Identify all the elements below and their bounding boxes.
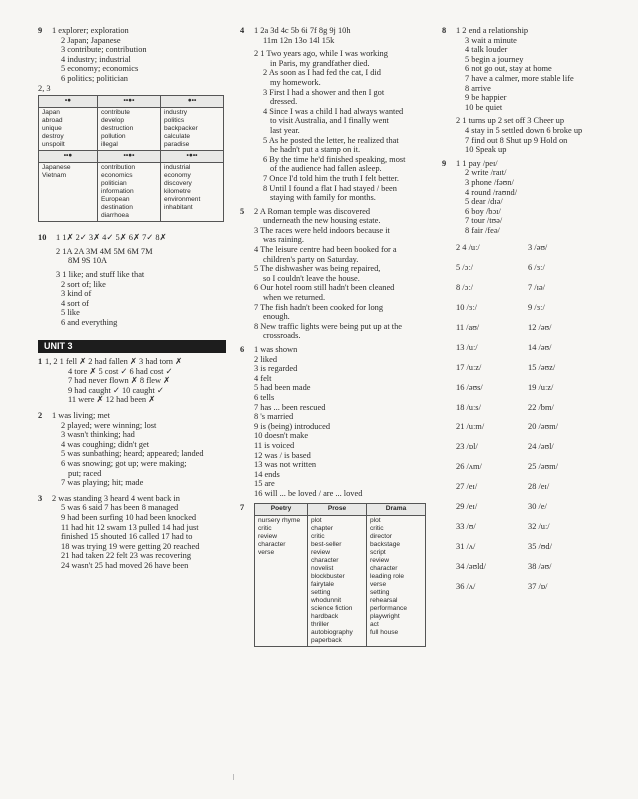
answer-line: 1 1✗ 2✓ 3✗ 4✓ 5✗ 6✗ 7✓ 8✗ <box>56 233 167 243</box>
answer-line: 4 Since I was a child I had always wanted <box>263 106 404 116</box>
answer-line: 8 Until I found a flat I had stayed / been <box>263 183 397 193</box>
word: paradise <box>164 141 190 149</box>
answer-line: 8 fair /feə/ <box>465 225 500 235</box>
answer-line: 4 was coughing; didn't get <box>61 439 150 449</box>
answer-line: 7 have a calmer, more stable life <box>465 73 574 83</box>
answer-line: 24 wasn't 25 had moved 26 have been <box>61 560 189 570</box>
answer-line: 2 1 Two years ago, while I was working <box>254 49 388 59</box>
phonetic-item: 17 /uːz/ <box>456 362 482 372</box>
table-header: ••● <box>39 151 98 163</box>
exercise-number: 3 <box>38 493 43 503</box>
answer-line: 7 had never flown ✗ 8 flew ✗ <box>68 376 171 386</box>
table-header: ••●• <box>98 151 161 163</box>
answer-line: 2 1 turns up 2 set off 3 Cheer up <box>456 116 565 126</box>
word: illegal <box>101 141 118 149</box>
phonetic-item: 10 /ɜː/ <box>456 303 477 313</box>
phonetic-item: 20 /əʊm/ <box>528 422 558 432</box>
phonetic-item: 25 /əʊm/ <box>528 462 558 472</box>
word: setting <box>370 588 390 596</box>
answer-line: 1 was living; met <box>52 411 110 421</box>
answer-line: 6 and everything <box>61 317 118 327</box>
phonetic-item: 32 /uː/ <box>528 521 550 531</box>
word: destination <box>101 204 133 212</box>
answer-line: 4 industry; industrial <box>61 54 131 64</box>
answer-line: 2 Japan; Japanese <box>61 35 121 45</box>
exercise-number: 10 <box>38 233 47 243</box>
answer-line: when we returned. <box>263 293 326 303</box>
answer-line: 4 stay in 5 settled down 6 broke up <box>465 125 583 135</box>
answer-line: to visit Australia, and I finally went <box>270 116 389 126</box>
word: critic <box>370 524 384 532</box>
answer-line: 10 Speak up <box>465 145 507 155</box>
exercise-5 <box>240 207 440 341</box>
word: economics <box>101 172 133 180</box>
answer-line: 1 2 end a relationship <box>456 26 529 35</box>
word: unique <box>42 125 62 133</box>
answer-line: 8 New traffic lights were being put up at the <box>254 321 402 331</box>
table-header: •● <box>39 96 98 108</box>
answer-line: 6 was snowing; got up; were making; <box>61 459 187 469</box>
answer-line: 8 arrive <box>465 83 491 93</box>
answer-line: my homework. <box>270 77 321 87</box>
word: best-seller <box>311 540 342 548</box>
phonetic-item: 12 /əʊ/ <box>528 323 552 333</box>
phonetic-item: 5 /ɔː/ <box>456 263 473 273</box>
exercise-number: 4 <box>240 26 245 35</box>
answer-line: 3 is regarded <box>254 364 298 374</box>
word: contribute <box>101 109 130 117</box>
answer-line: 10 be quiet <box>465 102 503 112</box>
answer-line: 1 explorer; exploration <box>52 26 129 35</box>
answer-line: 2 As soon as I had fed the cat, I did <box>263 68 381 78</box>
exercise-number: 2 <box>38 411 43 421</box>
sub-label: 2, 3 <box>38 83 51 93</box>
exercise-7 <box>240 503 440 647</box>
word: verse <box>370 580 387 588</box>
answer-line: 3 wasn't thinking; had <box>61 430 135 440</box>
exercise-9-1b <box>442 159 632 236</box>
unit3-exercise-1 <box>38 357 233 405</box>
unit3-exercise-2 <box>38 411 233 488</box>
exercise-number: 5 <box>240 206 245 216</box>
table-cell <box>161 163 224 222</box>
word: performance <box>370 604 408 612</box>
word: setting <box>311 588 331 596</box>
word: European <box>101 196 130 204</box>
phonetic-item: 29 /eɪ/ <box>456 502 478 512</box>
answer-line: 6 boy /bɔɪ/ <box>465 206 501 216</box>
phonetic-item: 8 /ɔː/ <box>456 283 473 293</box>
answer-line: underneath the new housing estate. <box>263 216 381 226</box>
answer-line: 7 was playing; hit; made <box>61 478 144 488</box>
answer-line: 2 was standing 3 heard 4 went back in <box>52 493 180 503</box>
answer-line: 6 tells <box>254 392 275 402</box>
answer-line: 3 phone /fəʊn/ <box>465 177 514 187</box>
table-header: Drama <box>367 503 426 515</box>
answer-line: 4 felt <box>254 373 272 383</box>
answer-line: 5 was sunbathing; heard; appeared; landed <box>61 449 204 459</box>
word: leading role <box>370 572 405 580</box>
exercise-number: 8 <box>442 26 447 35</box>
answer-line: 13 was not written <box>254 460 317 470</box>
phonetic-item: 26 /ʌm/ <box>456 462 482 472</box>
answer-line: 21 had taken 22 felt 23 was recovering <box>61 551 192 561</box>
answer-line: crossroads. <box>263 331 301 341</box>
pen-mark <box>233 774 234 780</box>
word: novelist <box>311 564 334 572</box>
phonetic-item: 27 /eɪ/ <box>456 482 478 492</box>
word: review <box>258 532 278 540</box>
answer-line: 2 A Roman temple was discovered <box>254 206 371 216</box>
answer-line: of the audience had fallen asleep. <box>270 164 382 174</box>
phonetic-item: 31 /ʌ/ <box>456 541 476 551</box>
answer-line: 10 doesn't make <box>254 431 309 441</box>
word: character <box>311 556 339 564</box>
word: environment <box>164 196 201 204</box>
word: discovery <box>164 180 192 188</box>
answer-line: 11 is voiced <box>254 440 295 450</box>
answer-line: 5 economy; economics <box>61 64 139 74</box>
answer-line: 14 ends <box>254 469 280 479</box>
answer-line: 6 Our hotel room still hadn't been cleaned <box>254 283 395 293</box>
phonetic-item: 36 /ʌ/ <box>456 581 476 591</box>
answer-line: 7 Once I'd told him the truth I felt better. <box>263 173 399 183</box>
answer-line: 18 was trying 19 were getting 20 reached <box>61 541 200 551</box>
exercise-4-1 <box>240 26 440 203</box>
answer-line: 3 1 like; and stuff like that <box>56 269 145 279</box>
word: thriller <box>311 620 329 628</box>
word: destroy <box>42 133 64 141</box>
answer-line: 3 First I had a shower and then I got <box>263 87 385 97</box>
exercise-number: 9 <box>442 158 447 168</box>
word: blockbuster <box>311 572 345 580</box>
word: industrial <box>164 164 191 172</box>
genre-table <box>254 503 426 647</box>
phonetic-item: 19 /uːz/ <box>528 382 554 392</box>
phonetic-item: 28 /eɪ/ <box>528 482 550 492</box>
word: character <box>370 564 398 572</box>
answer-line: 4 tore ✗ 5 cost ✓ 6 had cost ✓ <box>68 366 173 376</box>
answer-line: 5 like <box>61 308 80 318</box>
column-3 <box>442 26 632 602</box>
answer-line: finished 15 shouted 16 called 17 had to <box>61 532 193 542</box>
answer-line: 5 The dishwasher was being repaired, <box>254 264 381 274</box>
phonetic-item: 35 /ʊd/ <box>528 541 552 551</box>
answer-line: 16 will ... be loved / are ... loved <box>254 488 363 498</box>
word: destruction <box>101 125 134 133</box>
word: review <box>370 556 390 564</box>
phonetic-item: 13 /uː/ <box>456 342 478 352</box>
answer-line: 5 begin a journey <box>465 54 524 64</box>
phonetic-item: 14 /əʊ/ <box>528 342 552 352</box>
word: Japanese <box>42 164 71 172</box>
answer-line: 5 As he posted the letter, he realized that <box>263 135 399 145</box>
unit3-exercise-3 <box>38 494 233 571</box>
answer-line: in Paris, my grandfather died. <box>270 58 370 68</box>
column-2 <box>240 26 440 650</box>
phonetic-item: 30 /e/ <box>528 502 547 512</box>
answer-line: children's party on Saturday. <box>263 254 359 264</box>
word: character <box>258 540 286 548</box>
exercise-10 <box>38 233 233 327</box>
phonetic-item: 34 /əʊld/ <box>456 561 486 571</box>
word: Vietnam <box>42 172 67 180</box>
answer-line: 4 The leisure centre had been booked for a <box>254 245 397 255</box>
answer-line: 3 wait a minute <box>465 35 517 45</box>
word: backpacker <box>164 125 198 133</box>
answer-line: 9 had been surfing 10 had been knocked <box>61 513 197 522</box>
table-header: ••●• <box>98 96 161 108</box>
phonetic-item: 9 /ɜː/ <box>528 303 545 313</box>
answer-line: 8 's married <box>254 412 294 422</box>
answer-line: 1 was shown <box>254 345 298 354</box>
table-cell <box>161 108 224 151</box>
word: director <box>370 532 392 540</box>
word: Japan <box>42 109 60 117</box>
word: whodunnit <box>311 596 342 604</box>
table-cell <box>39 163 98 222</box>
phonetic-item: 37 /ɒ/ <box>528 581 548 591</box>
answer-line: put; raced <box>68 468 102 478</box>
answer-line: last year. <box>270 125 300 135</box>
phonetics-table <box>456 243 608 601</box>
table-cell <box>367 515 426 646</box>
word: inhabitant <box>164 204 193 212</box>
word: kilometre <box>164 188 191 196</box>
answer-line: 15 are <box>254 479 275 489</box>
word: develop <box>101 117 125 125</box>
word: hardback <box>311 612 339 620</box>
answer-line: staying with family for months. <box>270 193 376 203</box>
answer-line: 2 1A 2A 3M 4M 5M 6M 7M <box>56 246 153 256</box>
answer-line: 12 was / is based <box>254 450 311 460</box>
word: paperback <box>311 636 342 644</box>
phonetic-item: 24 /əʊl/ <box>528 442 554 452</box>
exercise-number: 9 <box>38 26 43 35</box>
word: information <box>101 188 134 196</box>
answer-line: 5 was 6 said 7 has been 8 managed <box>61 503 179 513</box>
answer-line: 3 contribute; contribution <box>61 45 147 55</box>
answer-line: 11 had hit 12 swam 13 pulled 14 had just <box>61 522 199 532</box>
answer-line: 7 has ... been rescued <box>254 402 326 412</box>
answer-line: enough. <box>263 312 290 322</box>
table-header: •●•• <box>161 151 224 163</box>
answer-line: 8M 9S 10A <box>68 256 108 266</box>
answer-line: 1 1 pay /peɪ/ <box>456 158 498 168</box>
answer-line: 11m 12n 13o 14l 15k <box>263 35 335 45</box>
exercise-number: 1 <box>38 357 43 367</box>
answer-line: 5 had been made <box>254 383 311 393</box>
answer-line: 1, 2 1 fell ✗ 2 had fallen ✗ 3 had torn ✗ <box>45 357 183 367</box>
word: plot <box>370 516 381 524</box>
phonetic-item: 23 /ɒl/ <box>456 442 478 452</box>
word: critic <box>258 524 272 532</box>
phonetic-item: 7 /ɪə/ <box>528 283 545 293</box>
word: politician <box>101 180 127 188</box>
answer-line: 4 round /raʊnd/ <box>465 187 518 197</box>
unit-heading: UNIT 3 <box>38 340 226 354</box>
answer-line: 2 sort of; like <box>61 279 106 289</box>
answer-line: 3 The races were held indoors because it <box>254 225 390 235</box>
table-header: Poetry <box>255 503 308 515</box>
exercise-number: 6 <box>240 345 245 354</box>
answer-line: 6 not go out, stay at home <box>465 64 552 74</box>
phonetic-item: 15 /əʊz/ <box>528 362 556 372</box>
word: contribution <box>101 164 136 172</box>
answer-line: 6 politics; politician <box>61 73 128 83</box>
word: autobiography <box>311 628 353 636</box>
word: economy <box>164 172 191 180</box>
word: abroad <box>42 117 63 125</box>
phonetic-item: 2 4 /uː/ <box>456 243 480 253</box>
answer-line: 7 find out 8 Shut up 9 Hold on <box>465 135 568 145</box>
answer-line: 11 were ✗ 12 had been ✗ <box>68 395 156 405</box>
word: act <box>370 620 379 628</box>
word: unspoilt <box>42 141 65 149</box>
answer-line: 1 2a 3d 4c 5b 6i 7f 8g 9j 10h <box>254 26 351 35</box>
table-cell <box>98 163 161 222</box>
exercise-6 <box>240 345 440 499</box>
word: critic <box>311 532 325 540</box>
answer-line: so I couldn't leave the house. <box>263 273 360 283</box>
word: diarrhoea <box>101 212 129 220</box>
word: fairytale <box>311 580 335 588</box>
word: rehearsal <box>370 596 398 604</box>
table-header: ●•• <box>161 96 224 108</box>
phonetic-item: 33 /ʊ/ <box>456 521 476 531</box>
table-header: Prose <box>308 503 367 515</box>
answer-line: 2 write /raɪt/ <box>465 168 507 178</box>
word: politics <box>164 117 185 125</box>
answer-line: 9 is (being) introduced <box>254 421 331 431</box>
word: script <box>370 548 386 556</box>
answer-line: 9 be happier <box>465 93 507 103</box>
phonetic-item: 18 /uːs/ <box>456 402 481 412</box>
word: calculate <box>164 133 191 141</box>
answer-line: 2 played; were winning; lost <box>61 420 157 430</box>
answer-line: 5 dear /dɪə/ <box>465 197 503 207</box>
word: playwright <box>370 612 400 620</box>
exercise-9-1 <box>38 26 233 84</box>
answer-line: 4 sort of <box>61 298 89 308</box>
table-cell <box>98 108 161 151</box>
answer-line: dressed. <box>270 97 298 107</box>
phonetic-item: 16 /əʊs/ <box>456 382 483 392</box>
exercise-number: 7 <box>240 502 245 512</box>
answer-line: 3 kind of <box>61 289 92 299</box>
word: chapter <box>311 524 333 532</box>
word: plot <box>311 516 322 524</box>
table-cell <box>255 515 308 646</box>
table-cell <box>39 108 98 151</box>
answer-line: 6 By the time he'd finished speaking, most <box>263 154 406 164</box>
word: full house <box>370 628 399 636</box>
word: pollution <box>101 133 126 141</box>
table-cell <box>308 515 367 646</box>
phonetic-item: 6 /ɜː/ <box>528 263 545 273</box>
answer-line: was raining. <box>263 235 304 245</box>
word: verse <box>258 548 275 556</box>
answer-line: 2 liked <box>254 354 278 364</box>
answer-line: 4 talk louder <box>465 45 508 55</box>
answer-line: 7 The fish hadn't been cooked for long <box>254 302 384 312</box>
phonetic-item: 3 /əʊ/ <box>528 243 548 253</box>
answer-line: 7 tour /tʊə/ <box>465 216 503 226</box>
word: nursery rhyme <box>258 516 301 524</box>
exercise-8-1 <box>442 26 632 155</box>
word: science fiction <box>311 604 353 612</box>
phonetic-item: 38 /əʊ/ <box>528 561 552 571</box>
answer-line: 9 had caught ✓ 10 caught ✓ <box>68 385 164 395</box>
word: industry <box>164 109 188 117</box>
stress-table-1 <box>38 95 224 222</box>
phonetic-item: 22 /bm/ <box>528 402 554 412</box>
column-1 <box>38 26 233 571</box>
word: backstage <box>370 540 401 548</box>
answer-line: he hadn't put a stamp on it. <box>270 145 361 155</box>
word: review <box>311 548 331 556</box>
phonetic-item: 11 /aʊ/ <box>456 323 480 333</box>
phonetic-item: 21 /uːm/ <box>456 422 485 432</box>
